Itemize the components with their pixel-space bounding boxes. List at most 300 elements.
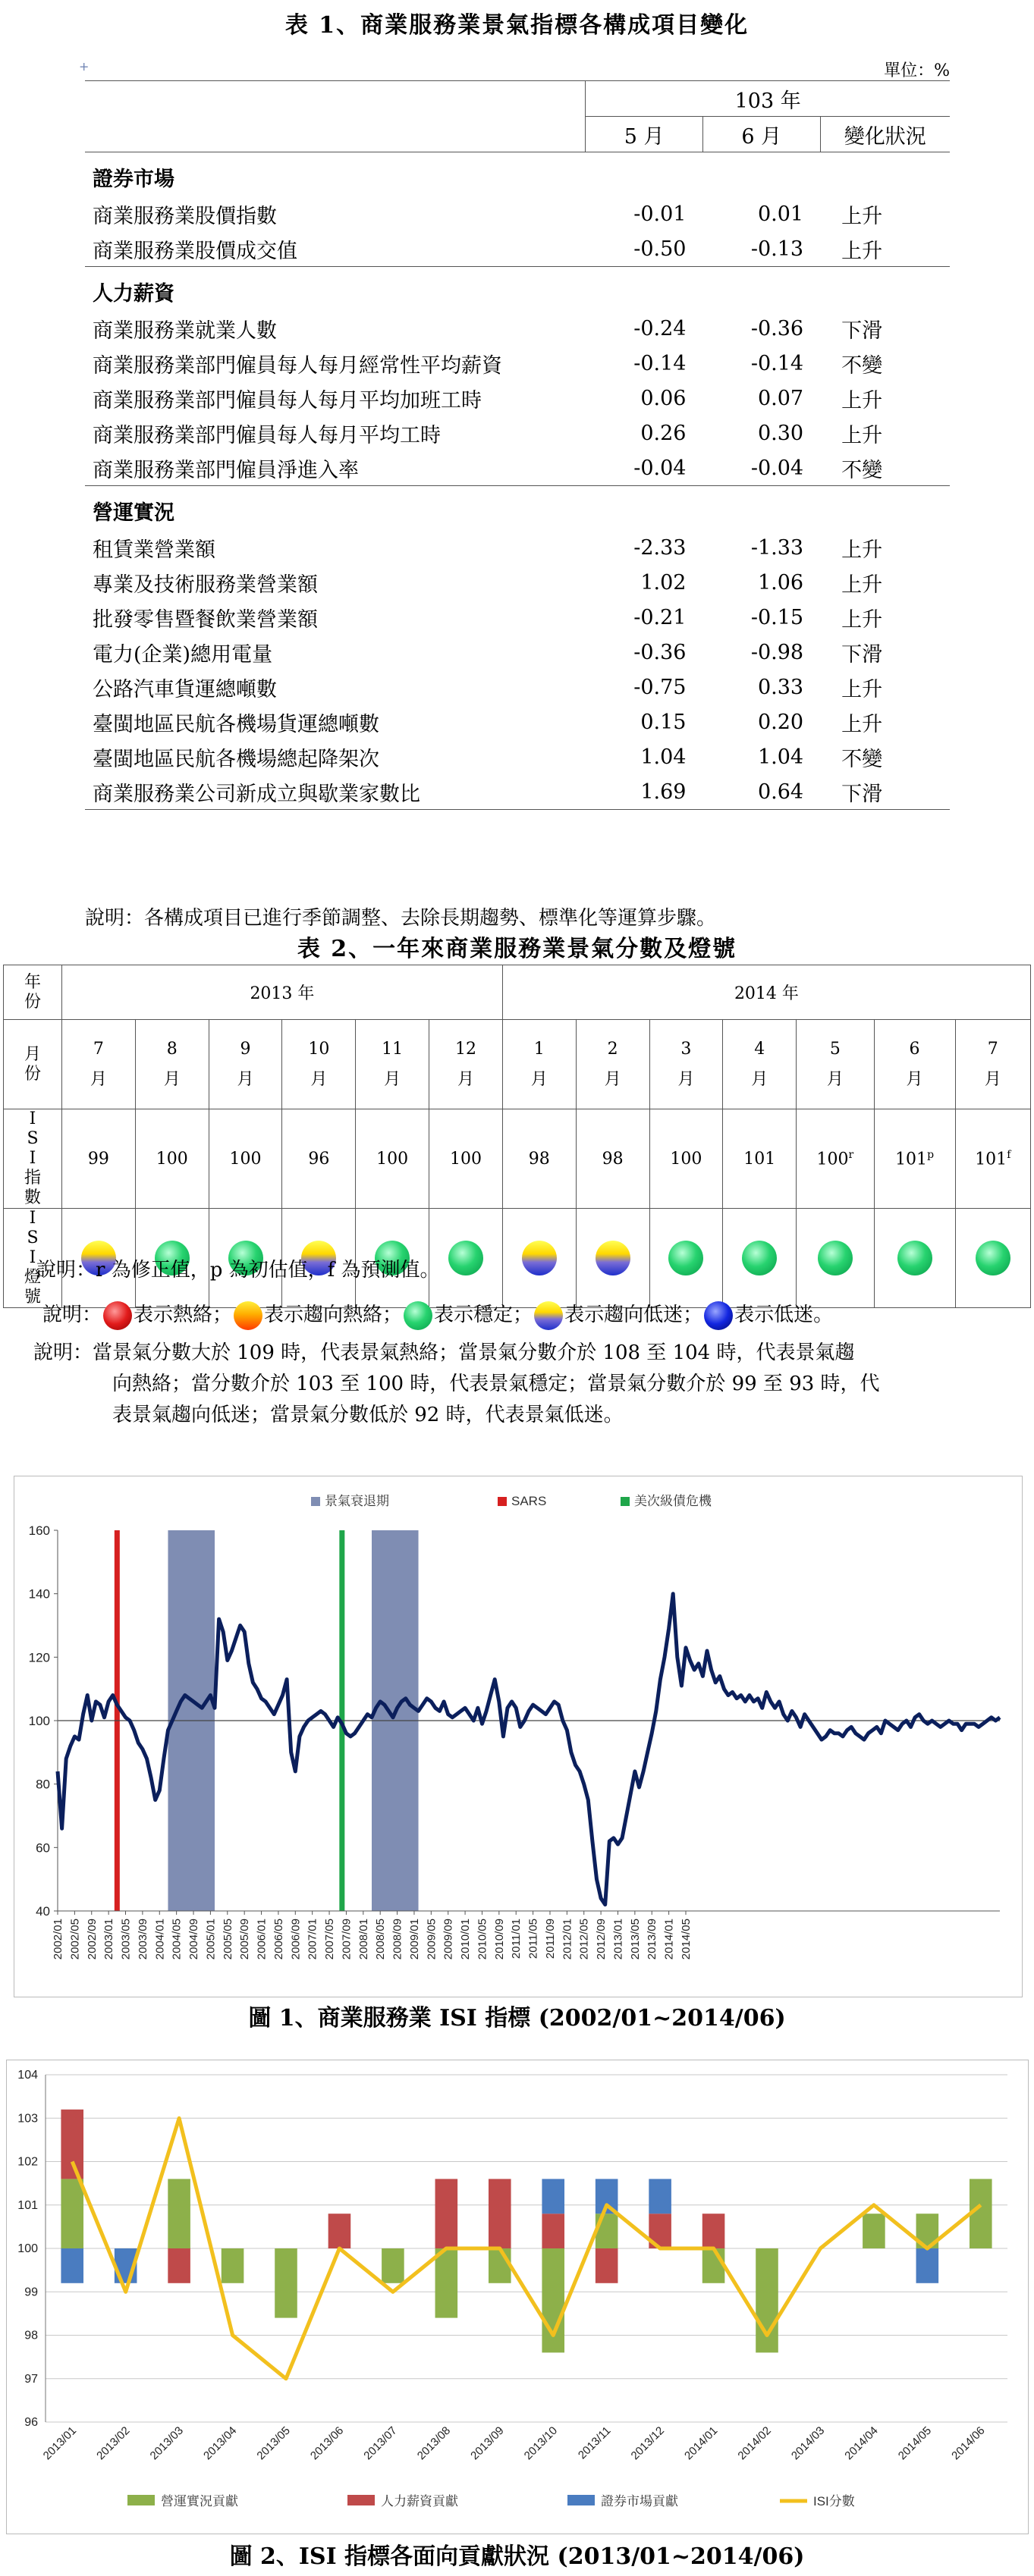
chart2-legend-swatch xyxy=(127,2495,155,2505)
status-text: 不變 xyxy=(841,353,883,378)
month-number: 3 xyxy=(680,1039,692,1059)
chart1-xtick-label: 2004/01 xyxy=(153,1919,167,1960)
table2-score-cell xyxy=(356,1109,429,1209)
item-name: 商業服務業部門僱員每人每月平均加班工時 xyxy=(93,388,482,413)
score-value: 100 xyxy=(376,1149,409,1169)
legend-prefix: 說明： xyxy=(42,1304,102,1326)
table1-row xyxy=(85,346,950,381)
lamp-stable-icon xyxy=(818,1241,853,1275)
vertical-char: 燈 xyxy=(24,1268,41,1287)
table1-grid xyxy=(85,80,950,811)
month-number: 11 xyxy=(382,1039,404,1059)
lamp-stable-icon xyxy=(742,1241,777,1275)
month-number: 9 xyxy=(240,1039,251,1059)
chart1-xtick-label: 2003/05 xyxy=(119,1919,133,1960)
item-name: 商業服務業就業人數 xyxy=(93,318,277,343)
may-value: -0.01 xyxy=(633,202,687,226)
status-text: 上升 xyxy=(841,573,883,597)
table2-label-year xyxy=(4,965,62,1020)
month-char: 月 xyxy=(457,1069,474,1089)
chart1-xtick-label: 2010/05 xyxy=(476,1919,489,1960)
status-text: 上升 xyxy=(841,712,883,736)
chart1-xtick-label: 2007/05 xyxy=(323,1919,337,1960)
jun-value: 1.04 xyxy=(757,745,804,769)
item-name: 商業服務業部門僱員每人每月平均工時 xyxy=(93,423,441,447)
jun-value: -0.14 xyxy=(750,351,804,375)
table2-lamp-cell xyxy=(874,1209,955,1308)
month-char: 月 xyxy=(90,1069,107,1089)
vertical-char: 數 xyxy=(24,1188,41,1207)
table1-header-year xyxy=(85,81,950,117)
table1-row xyxy=(85,600,950,635)
may-value: -0.75 xyxy=(633,675,687,699)
vertical-char: S xyxy=(27,1228,39,1247)
vertical-char: S xyxy=(27,1129,39,1148)
chart2-bar xyxy=(382,2248,404,2283)
vertical-char: I xyxy=(29,1109,36,1128)
chart2-bar xyxy=(649,2179,671,2214)
table2-year-2014: 2014 年 xyxy=(502,965,1030,1020)
chart2-legend-label: ISI分數 xyxy=(813,2494,855,2509)
table1-row xyxy=(85,565,950,600)
table2-score-cell xyxy=(723,1109,797,1209)
item-name: 商業服務業部門僱員每人每月經常性平均薪資 xyxy=(93,353,502,378)
chart1-xtick-label: 2011/05 xyxy=(526,1919,540,1959)
table1-section-title: 人力薪資 xyxy=(85,267,950,312)
chart2-ytick-label: 97 xyxy=(24,2372,38,2386)
vertical-char: 年 xyxy=(24,972,41,992)
table2-score-row xyxy=(4,1109,1031,1209)
table1-year: 103 年 xyxy=(586,81,950,117)
table1-row xyxy=(85,530,950,565)
chart1-xtick-label: 2007/01 xyxy=(306,1919,319,1960)
vertical-char: I xyxy=(29,1149,36,1168)
table1-row xyxy=(85,196,950,231)
table2-year-2013: 2013 年 xyxy=(62,965,503,1020)
table2-score-cell xyxy=(282,1109,356,1209)
chart1-xtick-label: 2003/09 xyxy=(136,1919,149,1960)
chart2-legend-swatch xyxy=(347,2495,375,2505)
table1-row xyxy=(85,739,950,774)
chart1-ytick-label: 80 xyxy=(36,1777,50,1792)
may-value: -0.24 xyxy=(633,316,687,340)
table2-month-cell xyxy=(62,1020,136,1109)
vertical-char: 月 xyxy=(24,1044,41,1064)
lamp-stable-icon xyxy=(897,1241,932,1275)
status-text: 不變 xyxy=(841,747,883,771)
table2-month-cell xyxy=(723,1020,797,1109)
status-text: 上升 xyxy=(841,538,883,562)
chart1-xtick-label: 2007/09 xyxy=(340,1919,354,1960)
status-text: 上升 xyxy=(841,607,883,632)
score-value: 101 xyxy=(895,1150,928,1169)
table2-title: 表 2、一年來商業服務業景氣分數及燈號 xyxy=(297,936,737,962)
note3-line3: 表景氣趨向低迷；當景氣分數低於 92 時，代表景氣低迷。 xyxy=(112,1404,624,1426)
score-value: 101 xyxy=(743,1149,776,1169)
chart1-caption: 圖 1、商業服務業 ISI 指標 (2002/01~2014/06) xyxy=(248,2005,786,2032)
chart1-xtick-label: 2012/01 xyxy=(561,1919,574,1960)
table2-month-cell xyxy=(502,1020,576,1109)
table1-row xyxy=(85,450,950,486)
table1-header-months xyxy=(85,117,950,152)
chart1-xtick-label: 2003/01 xyxy=(102,1919,116,1960)
chart1-xtick-label: 2013/09 xyxy=(646,1919,659,1960)
status-text: 上升 xyxy=(841,388,883,413)
chart2-xtick-label: 2014/04 xyxy=(842,2424,881,2463)
table2-month-cell xyxy=(356,1020,429,1109)
vertical-char: 份 xyxy=(24,1064,41,1084)
chart1-xtick-label: 2011/09 xyxy=(543,1919,557,1959)
chart1-legend-swatch xyxy=(311,1497,320,1506)
table1-title: 表 1、商業服務業景氣指標各構成項目變化 xyxy=(284,12,750,39)
table1-col-jun: 6 月 xyxy=(702,117,820,152)
score-value: 99 xyxy=(87,1149,109,1169)
may-value: 1.04 xyxy=(640,745,687,769)
table2-score-cell xyxy=(502,1109,576,1209)
chart1-xtick-label: 2010/09 xyxy=(492,1919,506,1960)
month-char: 月 xyxy=(163,1069,181,1089)
chart2-xtick-label: 2013/04 xyxy=(201,2424,240,2463)
status-text: 上升 xyxy=(841,423,883,447)
jun-value: -0.13 xyxy=(750,237,804,261)
table1-unit: 單位：% xyxy=(884,61,950,80)
score-flag: r xyxy=(848,1148,854,1161)
score-flag: p xyxy=(927,1148,935,1161)
table2-year-row xyxy=(4,965,1031,1020)
chart2-xtick-label: 2014/03 xyxy=(788,2424,828,2463)
chart1-xtick-label: 2004/05 xyxy=(170,1919,184,1960)
chart2-bar xyxy=(168,2179,190,2248)
vertical-char: 號 xyxy=(24,1288,41,1307)
item-name: 租賃業營業額 xyxy=(93,538,215,562)
legend-text: 表示熱絡； xyxy=(134,1304,233,1326)
score-value: 100 xyxy=(816,1150,849,1169)
may-value: -0.04 xyxy=(633,456,687,480)
chart2-bar xyxy=(328,2214,351,2248)
item-name: 公路汽車貨運總噸數 xyxy=(93,677,277,701)
table2-month-row xyxy=(4,1020,1031,1109)
chart2-bar xyxy=(61,2110,83,2179)
item-name: 商業服務業公司新成立與歇業家數比 xyxy=(93,782,420,806)
chart1-xtick-label: 2006/05 xyxy=(272,1919,285,1960)
chart1-legend-label: 景氣衰退期 xyxy=(325,1494,389,1508)
chart2-bar xyxy=(542,2214,564,2248)
table-anchor-icon: + xyxy=(79,59,90,74)
chart2-bar xyxy=(489,2248,511,2283)
chart2-ytick-label: 103 xyxy=(17,2112,38,2126)
table2-score-cell xyxy=(576,1109,649,1209)
vertical-char: 份 xyxy=(24,992,41,1012)
lamp-low-trend-icon xyxy=(534,1301,563,1330)
score-value: 100 xyxy=(156,1149,188,1169)
chart2-xtick-label: 2013/12 xyxy=(628,2424,667,2463)
status-text: 下滑 xyxy=(841,642,883,667)
vertical-char: I xyxy=(29,1209,36,1228)
month-char: 月 xyxy=(751,1069,768,1089)
month-char: 月 xyxy=(677,1069,695,1089)
item-name: 電力(企業)總用電量 xyxy=(93,642,273,667)
chart2-bar xyxy=(61,2179,83,2248)
month-number: 6 xyxy=(909,1039,920,1059)
lamp-low-trend-icon xyxy=(522,1241,557,1275)
chart2-bar xyxy=(596,2214,618,2248)
month-char: 月 xyxy=(906,1069,923,1089)
chart1-xtick-label: 2013/01 xyxy=(611,1919,625,1960)
chart1-xtick-label: 2012/05 xyxy=(577,1919,591,1960)
chart1-xtick-label: 2002/05 xyxy=(68,1919,82,1960)
table1-row xyxy=(85,381,950,416)
chart2-bar xyxy=(596,2248,618,2283)
table2-score-cell xyxy=(955,1109,1030,1209)
chart2-bar xyxy=(435,2179,458,2248)
month-number: 12 xyxy=(454,1039,476,1059)
note3-line2: 向熱絡；當分數介於 103 至 100 時，代表景氣穩定；當景氣分數介於 99 至 93 時，代 xyxy=(112,1373,880,1395)
chart1-legend-swatch xyxy=(498,1497,507,1506)
table2-lamp-cell xyxy=(429,1209,503,1308)
table2-label-month xyxy=(4,1020,62,1109)
chart1-xtick-label: 2013/05 xyxy=(628,1919,642,1960)
chart2-ytick-label: 101 xyxy=(17,2198,38,2212)
item-name: 商業服務業部門僱員淨進入率 xyxy=(93,458,359,482)
month-char: 月 xyxy=(604,1069,621,1089)
chart1-legend-swatch xyxy=(621,1497,630,1506)
chart2-bar xyxy=(702,2214,725,2248)
legend-text: 表示趨向低迷； xyxy=(564,1304,703,1326)
status-text: 下滑 xyxy=(841,782,883,806)
table1-col-status: 變化狀況 xyxy=(820,117,950,152)
chart1-xtick-label: 2014/01 xyxy=(662,1919,676,1960)
month-number: 4 xyxy=(754,1039,765,1059)
legend-text: 表示低迷。 xyxy=(734,1304,834,1326)
may-value: 1.02 xyxy=(640,570,687,595)
table1-section-title: 營運實況 xyxy=(85,486,950,531)
chart2-xtick-label: 2013/08 xyxy=(414,2424,454,2463)
jun-value: -1.33 xyxy=(750,535,804,560)
jun-value: -0.04 xyxy=(750,456,804,480)
legend-text: 表示穩定； xyxy=(434,1304,533,1326)
table1-bottom-cell xyxy=(85,810,950,812)
chart2-legend-label: 證券市場貢獻 xyxy=(601,2494,678,2509)
chart1-xtick-label: 2008/05 xyxy=(374,1919,388,1960)
may-value: 1.69 xyxy=(640,780,687,804)
chart1-xtick-label: 2005/05 xyxy=(221,1919,234,1960)
month-char: 月 xyxy=(826,1069,844,1089)
item-name: 專業及技術服務業營業額 xyxy=(93,573,318,597)
chart2-xtick-label: 2013/06 xyxy=(307,2424,347,2463)
table2-score-cell xyxy=(797,1109,874,1209)
may-value: 0.15 xyxy=(640,710,687,734)
month-number: 10 xyxy=(308,1039,330,1059)
chart1-xtick-label: 2009/01 xyxy=(407,1919,421,1960)
item-name: 臺閩地區民航各機場貨運總噸數 xyxy=(93,712,379,736)
month-char: 月 xyxy=(530,1069,548,1089)
lamp-stable-icon xyxy=(976,1241,1010,1275)
chart2-xtick-label: 2013/09 xyxy=(468,2424,507,2463)
table2-month-cell xyxy=(874,1020,955,1109)
score-flag: f xyxy=(1007,1148,1011,1161)
chart2-xtick-label: 2014/01 xyxy=(682,2424,721,2463)
chart2-xtick-label: 2013/11 xyxy=(575,2424,614,2462)
chart1-ytick-label: 100 xyxy=(28,1714,50,1728)
chart2-bar xyxy=(489,2179,511,2248)
chart2-xtick-label: 2014/02 xyxy=(735,2424,774,2463)
month-char: 月 xyxy=(984,1069,1001,1089)
chart1-xtick-label: 2006/01 xyxy=(255,1919,269,1960)
score-value: 100 xyxy=(670,1149,702,1169)
chart2-xtick-label: 2013/10 xyxy=(521,2424,561,2463)
chart2-legend-label: 人力薪資貢獻 xyxy=(381,2494,458,2509)
chart2-xtick-label: 2013/05 xyxy=(254,2424,293,2463)
table2-score-cell xyxy=(429,1109,503,1209)
jun-value: 0.33 xyxy=(757,675,804,699)
jun-value: 0.01 xyxy=(757,202,804,226)
chart2-bar xyxy=(168,2248,190,2283)
table2-lamp-cell xyxy=(502,1209,576,1308)
month-number: 7 xyxy=(93,1039,104,1059)
chart1-xtick-label: 2002/01 xyxy=(52,1919,64,1960)
table1-section-row xyxy=(85,486,950,531)
table2-lamp-cell xyxy=(723,1209,797,1308)
may-value: -0.50 xyxy=(633,237,687,261)
table2-lamp-cell xyxy=(797,1209,874,1308)
table2-score-cell xyxy=(209,1109,282,1209)
table1-note: 說明：各構成項目已進行季節調整、去除長期趨勢、標準化等運算步驟。 xyxy=(85,907,717,930)
chart1-ytick-label: 60 xyxy=(36,1840,50,1856)
chart1-xtick-label: 2014/05 xyxy=(680,1919,693,1960)
may-value: 0.06 xyxy=(640,386,687,410)
month-char: 月 xyxy=(310,1069,328,1089)
month-number: 1 xyxy=(533,1039,545,1059)
score-value: 96 xyxy=(308,1149,330,1169)
month-char: 月 xyxy=(237,1069,254,1089)
jun-value: 0.30 xyxy=(757,421,804,445)
chart2-bar xyxy=(222,2248,244,2283)
jun-value: 0.20 xyxy=(757,710,804,734)
chart1-ytick-label: 160 xyxy=(28,1523,50,1538)
chart2-frame xyxy=(7,2060,1029,2534)
chart1-isi-line xyxy=(14,1476,1023,1997)
item-name: 批發零售暨餐飲業營業額 xyxy=(93,607,318,632)
status-text: 上升 xyxy=(841,204,883,228)
table2-month-cell xyxy=(955,1020,1030,1109)
chart2-bar xyxy=(916,2248,939,2283)
chart1-xtick-label: 2011/01 xyxy=(510,1919,523,1959)
chart2-contribution xyxy=(6,2060,1029,2534)
jun-value: 0.07 xyxy=(757,386,804,410)
status-text: 不變 xyxy=(841,458,883,482)
chart1-legend-label: 美次級債危機 xyxy=(634,1494,712,1508)
month-char: 月 xyxy=(384,1069,401,1089)
item-name: 商業服務業股價指數 xyxy=(93,204,277,228)
month-number: 5 xyxy=(829,1039,841,1059)
chart2-legend-swatch xyxy=(567,2495,595,2505)
may-value: -0.36 xyxy=(633,640,687,664)
chart2-bar xyxy=(702,2248,725,2283)
table1-row xyxy=(85,704,950,739)
chart1-ytick-label: 140 xyxy=(28,1586,50,1602)
vertical-char: 指 xyxy=(24,1169,41,1188)
table2-label-score xyxy=(4,1109,62,1209)
table2-lamp-cell xyxy=(576,1209,649,1308)
chart2-bar xyxy=(275,2248,297,2318)
table1-section-row xyxy=(85,152,950,197)
chart1-xtick-label: 2002/09 xyxy=(85,1919,99,1960)
score-value: 98 xyxy=(602,1149,624,1169)
lamp-low-icon xyxy=(704,1301,733,1330)
jun-value: -0.36 xyxy=(750,316,804,340)
table2-score-cell xyxy=(874,1109,955,1209)
month-number: 7 xyxy=(987,1039,998,1059)
lamp-stable-icon xyxy=(404,1301,432,1330)
table1-row xyxy=(85,670,950,704)
may-value: -2.33 xyxy=(633,535,687,560)
chart1-xtick-label: 2009/09 xyxy=(442,1919,455,1960)
table2-month-cell xyxy=(282,1020,356,1109)
jun-value: 0.64 xyxy=(757,780,804,804)
status-text: 上升 xyxy=(841,239,883,263)
chart2-ytick-label: 102 xyxy=(17,2155,38,2169)
lamp-low-trend-icon xyxy=(596,1241,630,1275)
table2-score-cell xyxy=(62,1109,136,1209)
chart2-bar xyxy=(435,2248,458,2318)
chart2-bar xyxy=(863,2214,885,2248)
score-value: 98 xyxy=(528,1149,550,1169)
chart1-ytick-label: 40 xyxy=(36,1904,50,1919)
table2-lamp-cell xyxy=(955,1209,1030,1308)
score-value: 101 xyxy=(975,1150,1007,1169)
table2-month-cell xyxy=(429,1020,503,1109)
chart2-caption: 圖 2、ISI 指標各面向貢獻狀況 (2013/01~2014/06) xyxy=(229,2543,805,2570)
chart2-bar xyxy=(542,2179,564,2214)
chart2-legend-label: 營運實況貢獻 xyxy=(161,2494,238,2509)
table1-row xyxy=(85,416,950,450)
table1-bottom-rule xyxy=(85,810,950,812)
chart2-ytick-label: 99 xyxy=(24,2286,38,2299)
item-name: 商業服務業股價成交值 xyxy=(93,239,297,263)
table1-section-row xyxy=(85,267,950,312)
table1-section-title: 證券市場 xyxy=(93,167,174,191)
table2-month-cell xyxy=(209,1020,282,1109)
chart1-xtick-label: 2008/09 xyxy=(391,1919,404,1960)
lamp-hot-trend-icon xyxy=(234,1301,262,1330)
lamp-stable-icon xyxy=(448,1241,483,1275)
jun-value: 1.06 xyxy=(757,570,804,595)
chart2-ytick-label: 104 xyxy=(17,2069,38,2082)
chart2-ytick-label: 98 xyxy=(24,2329,38,2342)
chart1-xtick-label: 2010/01 xyxy=(459,1919,473,1960)
item-name: 臺閩地區民航各機場總起降架次 xyxy=(93,747,379,771)
may-value: -0.21 xyxy=(633,605,687,629)
legend-text: 表示趨向熱絡； xyxy=(264,1304,403,1326)
chart2-xtick-label: 2013/02 xyxy=(94,2424,133,2463)
may-value: -0.14 xyxy=(633,351,687,375)
chart1-xtick-label: 2005/01 xyxy=(204,1919,218,1960)
chart2-xtick-label: 2014/05 xyxy=(895,2424,935,2463)
table2-month-cell xyxy=(135,1020,209,1109)
chart1-xtick-label: 2012/09 xyxy=(595,1919,608,1960)
chart1-xtick-label: 2009/05 xyxy=(425,1919,438,1960)
table2-month-cell xyxy=(576,1020,649,1109)
table2-score-cell xyxy=(649,1109,723,1209)
table1-row xyxy=(85,231,950,267)
chart2-xtick-label: 2013/01 xyxy=(40,2424,80,2463)
score-value: 100 xyxy=(229,1149,262,1169)
lamp-stable-icon xyxy=(668,1241,703,1275)
may-value: 0.26 xyxy=(640,421,687,445)
lamp-hot-icon xyxy=(103,1301,132,1330)
note3-line1: 說明：當景氣分數大於 109 時，代表景氣熱絡；當景氣分數介於 108 至 104 時，代表景氣趨 xyxy=(33,1341,855,1364)
table2-lamp-cell xyxy=(649,1209,723,1308)
